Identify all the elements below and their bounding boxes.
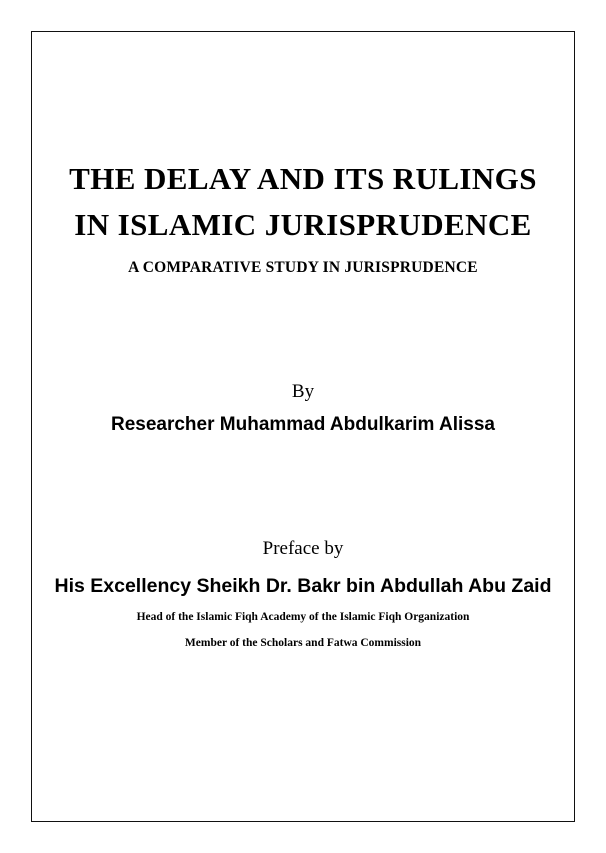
preface-author-name: His Excellency Sheikh Dr. Bakr bin Abdullah Abu Zaid xyxy=(54,575,552,597)
document-title-line-2: IN ISLAMIC JURISPRUDENCE xyxy=(74,207,532,242)
author-block xyxy=(31,379,575,436)
preface-author-role-2: Member of the Scholars and Fatwa Commission xyxy=(184,637,422,649)
document-title-line-1: THE DELAY AND ITS RULINGS xyxy=(69,161,537,196)
preface-author-role-1: Head of the Islamic Fiqh Academy of the Islamic Fiqh Organization xyxy=(136,611,470,623)
preface-label: Preface by xyxy=(262,538,344,559)
preface-block xyxy=(31,536,575,652)
title-block xyxy=(31,156,575,277)
author-name: Researcher Muhammad Abdulkarim Alissa xyxy=(110,414,495,435)
title-page-content xyxy=(31,31,575,822)
document-subtitle: A COMPARATIVE STUDY IN JURISPRUDENCE xyxy=(128,259,478,276)
by-label: By xyxy=(291,381,315,402)
